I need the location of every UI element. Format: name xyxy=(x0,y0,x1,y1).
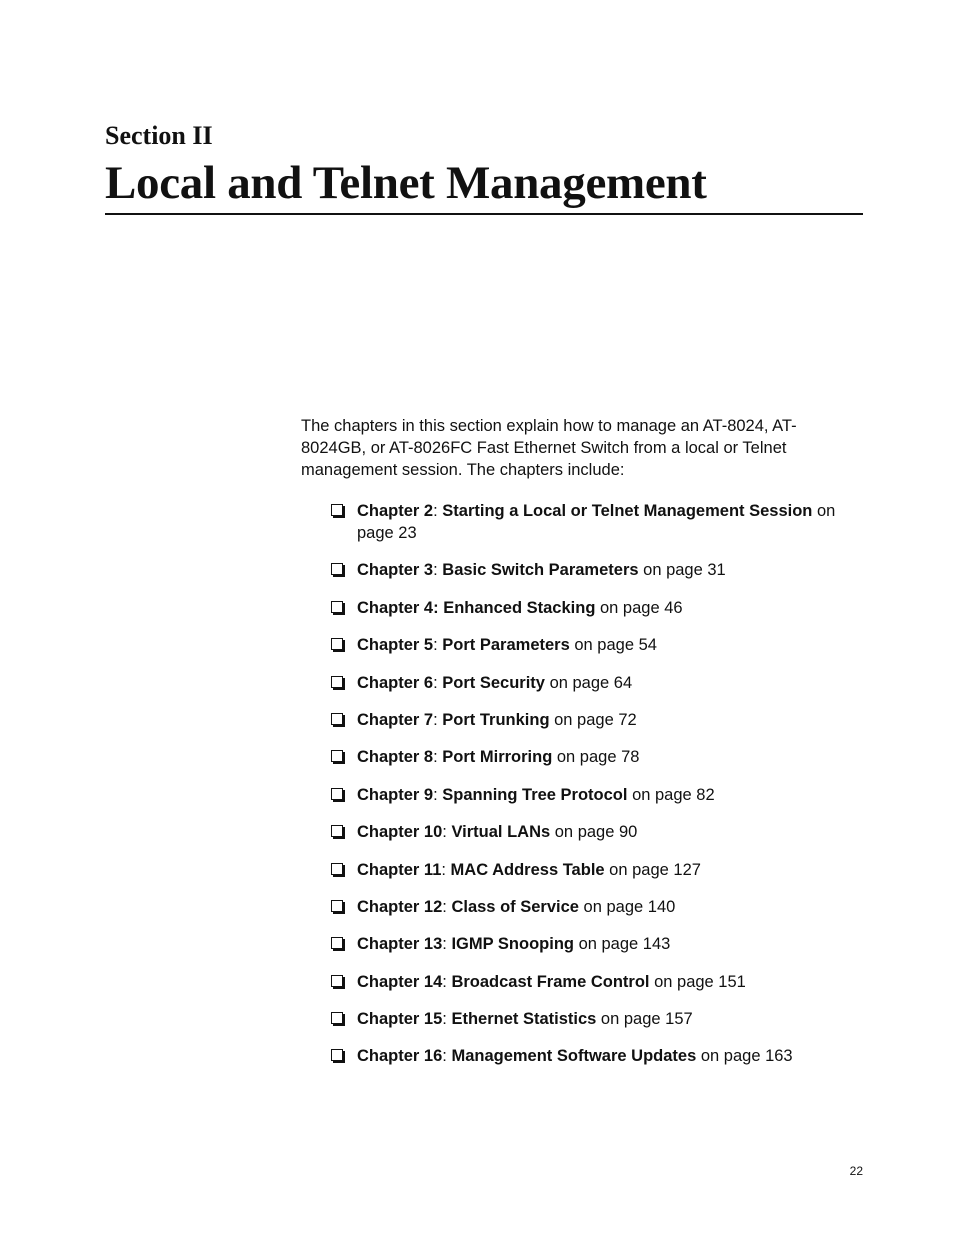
list-item[interactable] xyxy=(301,634,863,656)
chapter-number: Chapter 9 xyxy=(357,785,434,804)
checkbox-bullet-icon xyxy=(331,713,343,725)
checkbox-bullet-icon xyxy=(331,1049,343,1061)
chapter-separator: : xyxy=(433,710,443,729)
list-item[interactable] xyxy=(301,709,863,731)
list-item[interactable] xyxy=(301,1045,863,1067)
chapter-separator: : xyxy=(433,748,443,767)
chapter-page-ref: on page 78 xyxy=(552,748,640,767)
checkbox-bullet-icon xyxy=(331,863,343,875)
chapter-page-ref: on page 143 xyxy=(573,935,671,954)
list-item[interactable] xyxy=(301,971,863,993)
chapter-title: Spanning Tree Protocol xyxy=(442,785,628,804)
chapter-title: Port Mirroring xyxy=(442,748,553,767)
chapter-title: Broadcast Frame Control xyxy=(451,972,650,991)
list-item[interactable] xyxy=(301,672,863,694)
chapter-number: Chapter 10 xyxy=(357,823,443,842)
chapter-number: Chapter 13 xyxy=(357,935,443,954)
chapter-page-ref: on page 163 xyxy=(696,1047,793,1066)
list-item[interactable] xyxy=(301,784,863,806)
list-item[interactable] xyxy=(301,1008,863,1030)
checkbox-bullet-icon xyxy=(331,504,343,516)
chapter-separator: : xyxy=(442,972,452,991)
chapter-separator: : xyxy=(433,561,443,580)
chapter-page-ref: on page 72 xyxy=(549,710,637,729)
chapter-number: Chapter 6 xyxy=(357,673,434,692)
chapter-separator: : xyxy=(433,673,443,692)
chapter-page-ref: on page 64 xyxy=(544,673,633,692)
chapter-separator: : xyxy=(442,935,452,954)
chapter-title: Basic Switch Parameters xyxy=(442,561,639,580)
chapter-separator: : xyxy=(433,502,443,520)
chapter-title: Enhanced Stacking xyxy=(443,598,596,617)
chapter-number: Chapter 7 xyxy=(357,710,434,729)
list-item[interactable] xyxy=(301,746,863,768)
chapter-number: Chapter 4: xyxy=(357,598,444,617)
list-item[interactable] xyxy=(301,500,863,544)
checkbox-bullet-icon xyxy=(331,937,343,949)
chapter-separator: : xyxy=(433,785,443,804)
checkbox-bullet-icon xyxy=(331,900,343,912)
chapter-page-ref: on page 151 xyxy=(649,972,746,991)
chapter-title: Starting a Local or Telnet Management Session xyxy=(442,502,813,520)
chapter-separator: : xyxy=(433,636,443,655)
list-item[interactable] xyxy=(301,597,863,619)
chapter-page-ref: on page 127 xyxy=(604,860,701,879)
list-item[interactable] xyxy=(301,821,863,843)
chapter-title: Virtual LANs xyxy=(451,823,551,842)
checkbox-bullet-icon xyxy=(331,601,343,613)
chapter-title: Port Security xyxy=(442,673,545,692)
chapter-separator: : xyxy=(441,860,451,879)
checkbox-bullet-icon xyxy=(331,750,343,762)
chapter-page-ref: on page 140 xyxy=(578,897,676,916)
chapter-title: Management Software Updates xyxy=(451,1047,697,1066)
chapter-number: Chapter 15 xyxy=(357,1010,443,1029)
checkbox-bullet-icon xyxy=(331,975,343,987)
chapter-title: Port Parameters xyxy=(442,636,570,655)
chapter-page-ref: on page 82 xyxy=(627,785,715,804)
chapter-page-ref: on page 46 xyxy=(595,598,683,617)
chapter-number: Chapter 14 xyxy=(357,972,443,991)
chapter-page-ref: on page 54 xyxy=(569,636,657,655)
page-number: 22 xyxy=(849,1164,863,1178)
chapter-number: Chapter 5 xyxy=(357,636,434,655)
checkbox-bullet-icon xyxy=(331,788,343,800)
chapter-separator: : xyxy=(442,823,452,842)
checkbox-bullet-icon xyxy=(331,825,343,837)
chapter-page-ref: on page 23 xyxy=(357,502,836,542)
section-label: Section II xyxy=(105,121,213,150)
title-divider xyxy=(105,213,863,215)
chapter-title: Ethernet Statistics xyxy=(451,1010,597,1029)
chapter-number: Chapter 2 xyxy=(357,502,434,520)
chapter-list xyxy=(301,500,863,1083)
chapter-title: Class of Service xyxy=(451,897,579,916)
chapter-number: Chapter 3 xyxy=(357,561,434,580)
intro-paragraph: The chapters in this section explain how to manage an AT-8024, AT-8024GB, or AT-8026FC Fast Ethernet Switch from a local or Telnet management session. The chapters include: xyxy=(301,417,797,479)
list-item[interactable] xyxy=(301,559,863,581)
checkbox-bullet-icon xyxy=(331,563,343,575)
chapter-separator: : xyxy=(442,1047,452,1066)
chapter-page-ref: on page 157 xyxy=(596,1010,693,1029)
chapter-title: MAC Address Table xyxy=(450,860,605,879)
chapter-title: Port Trunking xyxy=(442,710,550,729)
chapter-number: Chapter 16 xyxy=(357,1047,443,1066)
chapter-title: IGMP Snooping xyxy=(451,935,574,954)
checkbox-bullet-icon xyxy=(331,676,343,688)
chapter-number: Chapter 11 xyxy=(357,860,442,879)
chapter-number: Chapter 12 xyxy=(357,897,443,916)
page-title: Local and Telnet Management xyxy=(105,157,707,209)
list-item[interactable] xyxy=(301,859,863,881)
list-item[interactable] xyxy=(301,933,863,955)
chapter-separator: : xyxy=(442,897,452,916)
chapter-page-ref: on page 90 xyxy=(550,823,638,842)
chapter-separator: : xyxy=(442,1010,452,1029)
checkbox-bullet-icon xyxy=(331,638,343,650)
chapter-page-ref: on page 31 xyxy=(638,561,726,580)
chapter-number: Chapter 8 xyxy=(357,748,434,767)
checkbox-bullet-icon xyxy=(331,1012,343,1024)
list-item[interactable] xyxy=(301,896,863,918)
